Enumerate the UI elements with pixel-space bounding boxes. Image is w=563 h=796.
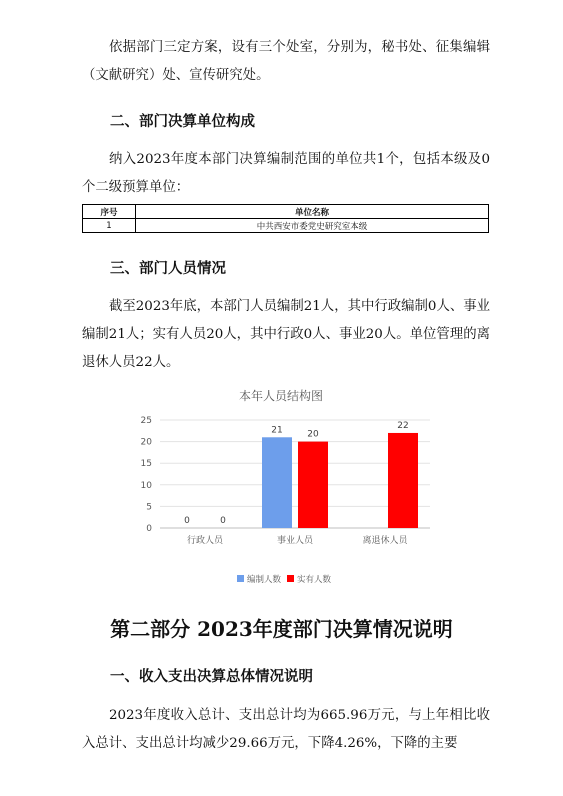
- legend-swatch: [237, 575, 244, 582]
- bar: [262, 437, 292, 528]
- data-label: 20: [307, 429, 319, 440]
- legend-label: 实有人数: [297, 575, 332, 585]
- data-label: 0: [184, 516, 190, 526]
- data-label: 0: [220, 516, 226, 526]
- data-label: 21: [271, 425, 283, 436]
- section-heading-income: 一、收入支出决算总体情况说明: [110, 669, 313, 685]
- unit-table-cell-seq: 1: [83, 219, 136, 233]
- part-two-title: 第二部分 2023年度部门决算情况说明: [110, 617, 453, 641]
- data-label: 22: [397, 420, 409, 431]
- units-paragraph: 纳入2023年度本部门决算编制范围的单位共1个，包括本级及0个二级预算单位：: [82, 152, 490, 195]
- bar: [298, 442, 328, 528]
- staff-structure-chart: [130, 380, 432, 590]
- legend-swatch: [287, 575, 294, 582]
- x-tick-label: 行政人员: [186, 536, 224, 546]
- unit-table: [82, 204, 489, 233]
- section-heading-units: 二、部门决算单位构成: [110, 114, 255, 130]
- x-tick-label: 事业人员: [276, 536, 314, 546]
- y-tick-label: 5: [146, 502, 152, 513]
- unit-table-header-name: 单位名称: [136, 205, 489, 219]
- y-tick-label: 20: [140, 437, 152, 448]
- unit-table-header-seq: 序号: [83, 205, 136, 219]
- section-heading-staff: 三、部门人员情况: [110, 261, 226, 277]
- y-tick-label: 0: [146, 524, 152, 534]
- y-tick-label: 15: [140, 459, 152, 470]
- income-paragraph: 2023年度收入总计、支出总计均为665.96万元，与上年相比收入总计、支出总计均减少29.66万元，下降4.26%，下降的主要: [82, 708, 490, 751]
- y-tick-label: 10: [140, 480, 152, 491]
- legend-label: 编制人数: [247, 575, 282, 585]
- unit-table-header-row: [83, 205, 489, 219]
- staff-paragraph: 截至2023年底，本部门人员编制21人，其中行政编制0人、事业编制21人；实有人员20人，其中行政0人、事业20人。单位管理的离退休人员22人。: [82, 299, 491, 370]
- table-row: [83, 219, 489, 233]
- chart-title: 本年人员结构图: [238, 389, 324, 403]
- y-tick-label: 25: [140, 416, 152, 426]
- x-tick-label: 离退休人员: [362, 536, 408, 546]
- unit-table-cell-name: 中共西安市委党史研究室本级: [136, 219, 489, 233]
- bar: [388, 433, 418, 528]
- intro-paragraph: 依据部门三定方案，设有三个处室，分别为，秘书处、征集编辑（文献研究）处、宣传研究处。: [82, 40, 490, 83]
